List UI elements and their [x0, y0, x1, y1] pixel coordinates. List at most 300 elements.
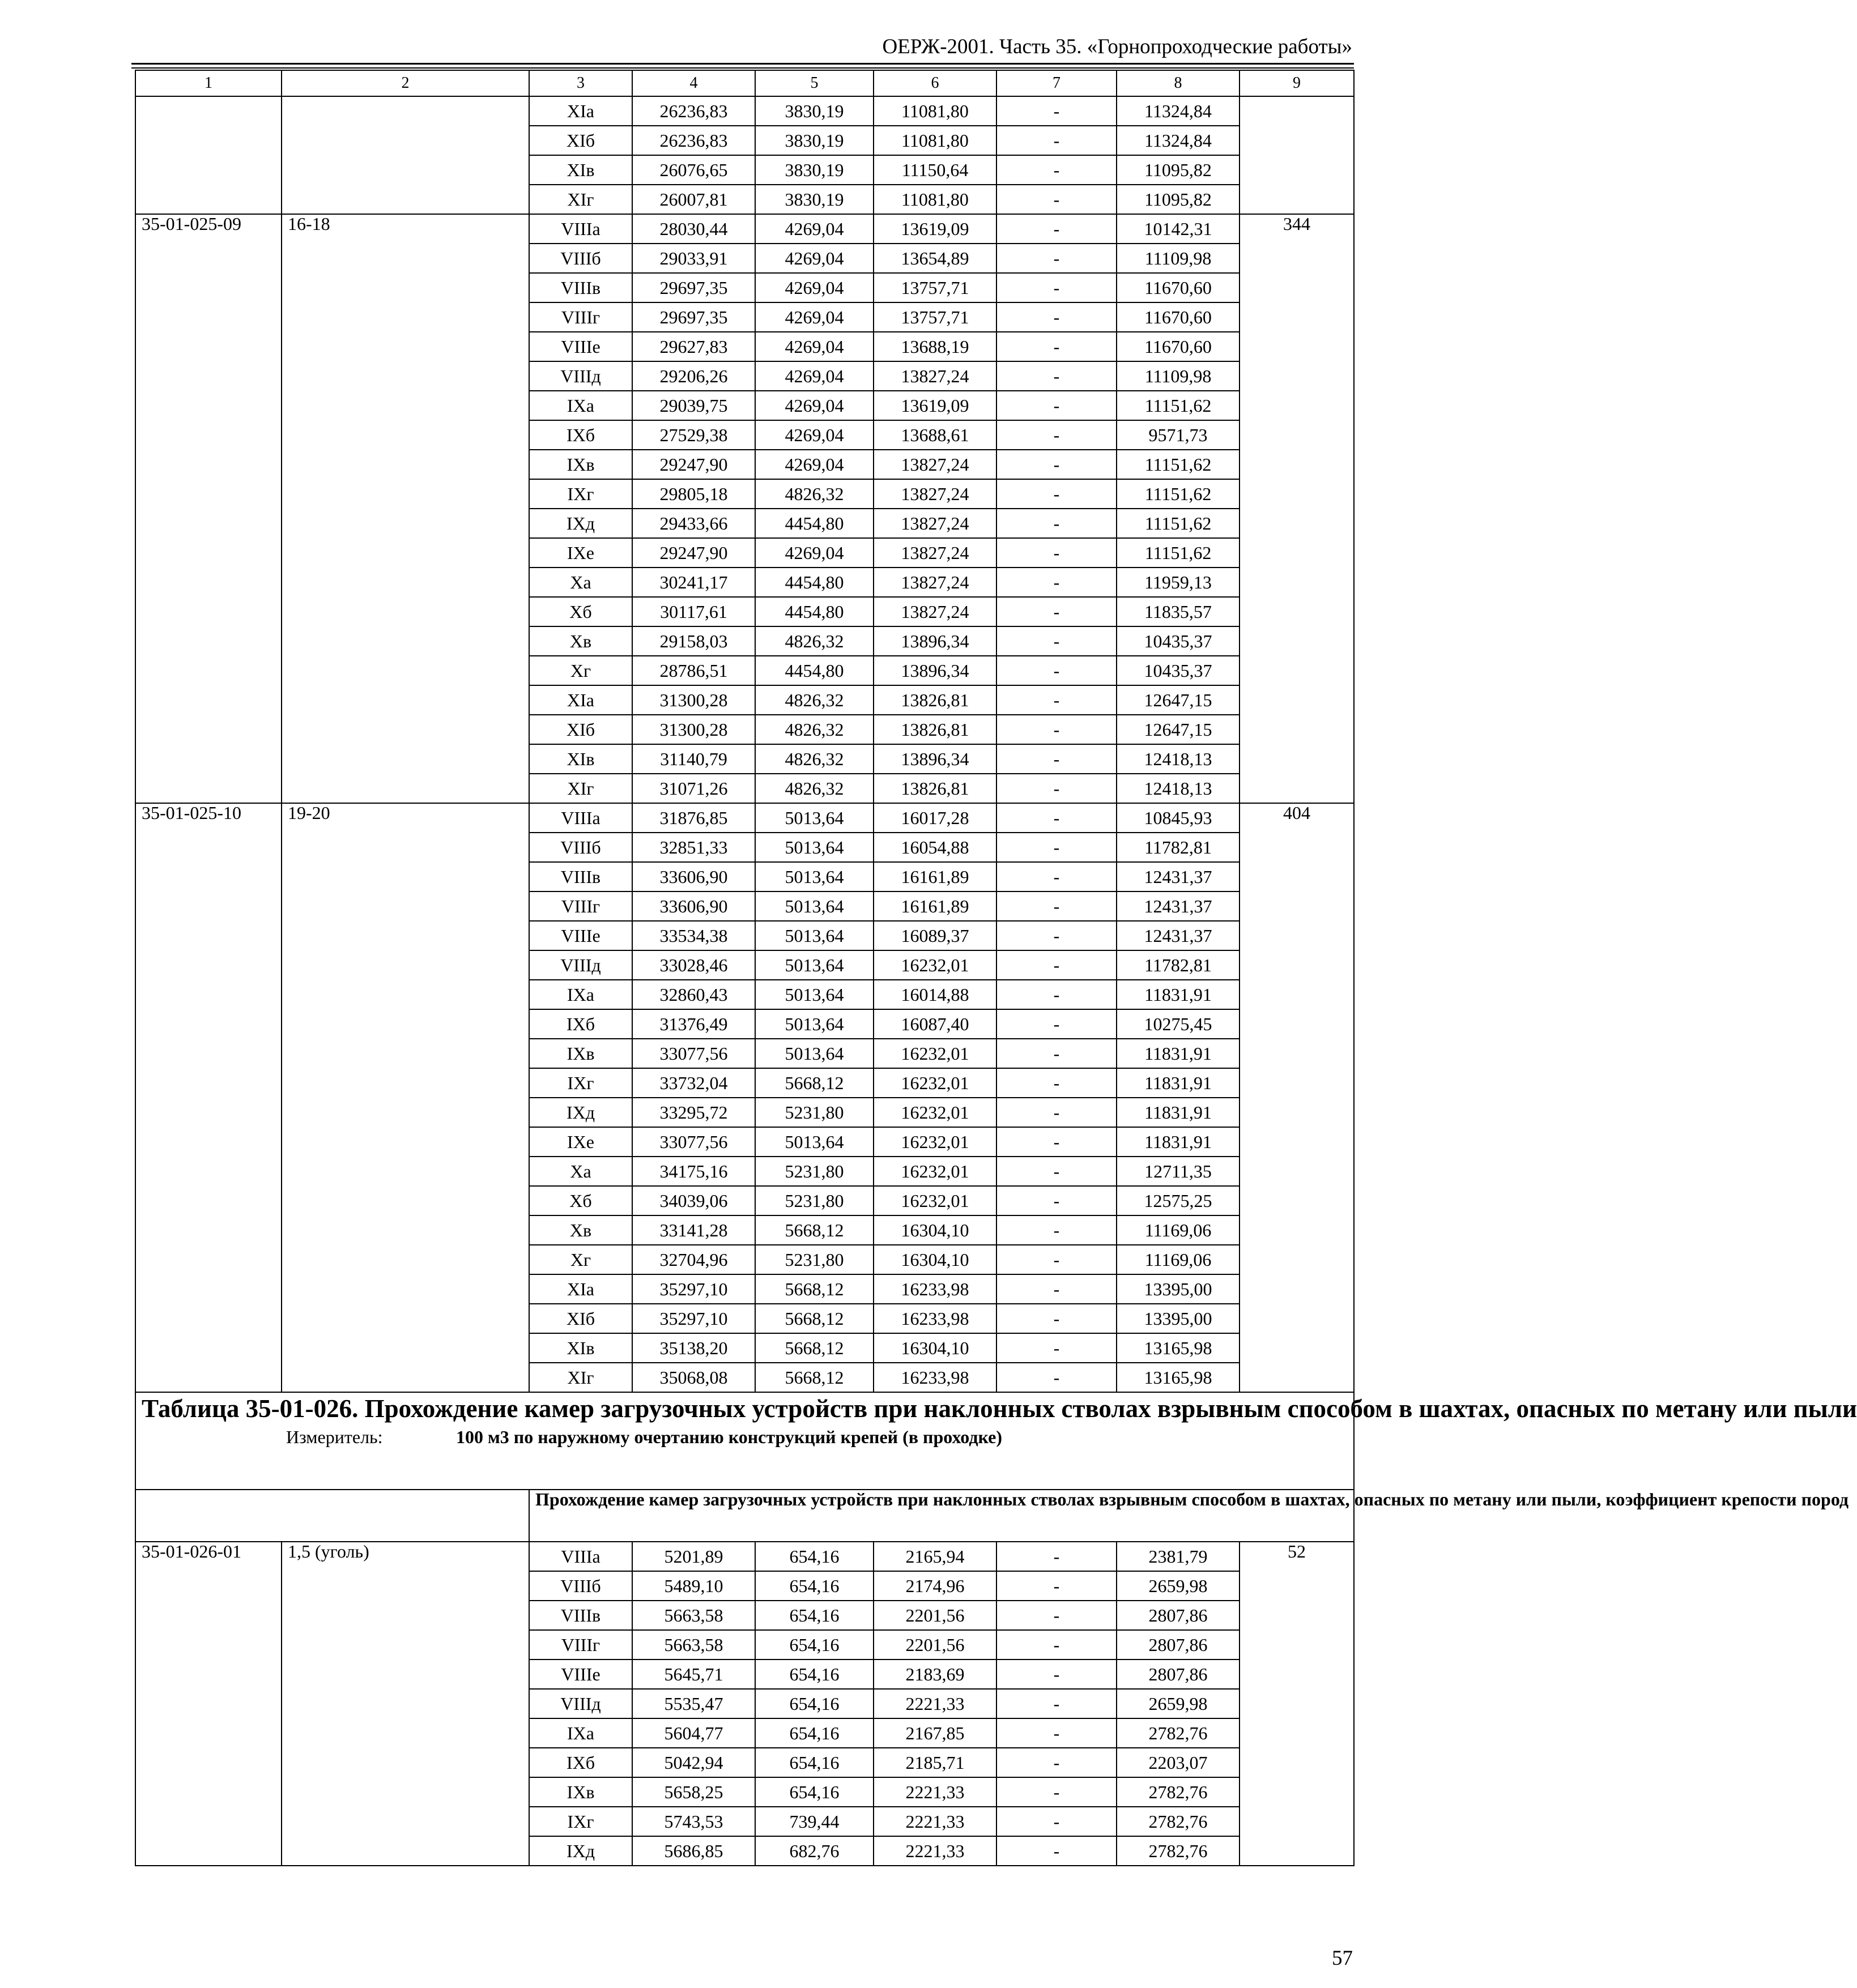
cell-machine-costs: 13896,34 [874, 744, 996, 774]
cell-materials: 10435,37 [1117, 656, 1240, 685]
table-row [135, 1542, 1354, 1571]
cell-wages-machinists: - [996, 479, 1117, 509]
cell-wages-workers: 5013,64 [755, 1127, 874, 1157]
cell-direct-costs: 31300,28 [632, 685, 755, 715]
cell-machine-costs: 16233,98 [874, 1304, 996, 1333]
cell-materials: 13165,98 [1117, 1333, 1240, 1363]
cell-wages-machinists: - [996, 921, 1117, 950]
cell-subtype: VIIIд [529, 361, 632, 391]
cell-wages-machinists: - [996, 1601, 1117, 1630]
cell-direct-costs: 33295,72 [632, 1098, 755, 1127]
cell-machine-costs: 13827,24 [874, 597, 996, 626]
cell-wages-workers: 4826,32 [755, 774, 874, 803]
cell-subtype: XIг [529, 1363, 632, 1392]
cell-wages-workers: 654,16 [755, 1718, 874, 1748]
cell-machine-costs: 13896,34 [874, 656, 996, 685]
cell-machine-costs: 13619,09 [874, 214, 996, 244]
cell-subtype: VIIIб [529, 1571, 632, 1601]
cell-wages-workers: 4269,04 [755, 273, 874, 302]
cell-wages-workers: 4269,04 [755, 244, 874, 273]
cell-direct-costs: 29033,91 [632, 244, 755, 273]
cell-wages-workers: 4454,80 [755, 568, 874, 597]
cell-subtype: IXа [529, 1718, 632, 1748]
cell-wages-machinists: - [996, 597, 1117, 626]
cell-subtype: IXа [529, 980, 632, 1009]
cell-machine-costs: 16087,40 [874, 1009, 996, 1039]
cell-wages-machinists: - [996, 126, 1117, 155]
cell-wages-machinists: - [996, 626, 1117, 656]
cell-wages-workers: 4269,04 [755, 450, 874, 479]
cell-materials: 10845,93 [1117, 803, 1240, 833]
cell-wages-workers: 739,44 [755, 1807, 874, 1836]
cell-direct-costs: 29247,90 [632, 450, 755, 479]
cell-rate-code: 35-01-025-10 [135, 803, 282, 1392]
cell-wages-machinists: - [996, 1807, 1117, 1836]
column-number: 5 [755, 70, 874, 96]
cell-direct-costs: 26236,83 [632, 96, 755, 126]
section-unit [142, 1428, 1348, 1446]
cell-wages-workers: 3830,19 [755, 185, 874, 214]
cell-wages-workers: 5231,80 [755, 1157, 874, 1186]
cell-materials: 11095,82 [1117, 185, 1240, 214]
cell-wages-workers: 5013,64 [755, 862, 874, 891]
cell-machine-costs: 13654,89 [874, 244, 996, 273]
cell-wages-workers: 5231,80 [755, 1098, 874, 1127]
cell-materials: 10275,45 [1117, 1009, 1240, 1039]
cell-wages-machinists: - [996, 1304, 1117, 1333]
table-row [135, 214, 1354, 244]
cell-wages-machinists: - [996, 1689, 1117, 1718]
column-number: 3 [529, 70, 632, 96]
cell-direct-costs: 5645,71 [632, 1659, 755, 1689]
cell-machine-costs: 13757,71 [874, 273, 996, 302]
cell-machine-costs: 11081,80 [874, 126, 996, 155]
cell-wages-machinists: - [996, 774, 1117, 803]
cell-materials: 12711,35 [1117, 1157, 1240, 1186]
cell-subtype: IXв [529, 450, 632, 479]
cell-materials: 12431,37 [1117, 862, 1240, 891]
cell-materials: 11109,98 [1117, 244, 1240, 273]
cell-materials: 11151,62 [1117, 538, 1240, 568]
cell-subtype: VIIIб [529, 833, 632, 862]
cell-direct-costs: 26076,65 [632, 155, 755, 185]
cell-wages-workers: 4269,04 [755, 332, 874, 361]
cell-wages-workers: 682,76 [755, 1836, 874, 1866]
cell-subtype: XIв [529, 744, 632, 774]
cell-materials: 11831,91 [1117, 1098, 1240, 1127]
cell-materials: 11782,81 [1117, 833, 1240, 862]
cell-wages-machinists: - [996, 361, 1117, 391]
cell-subtype: IXе [529, 1127, 632, 1157]
cell-materials: 10142,31 [1117, 214, 1240, 244]
cell-materials: 12418,13 [1117, 774, 1240, 803]
cell-machine-costs: 16233,98 [874, 1363, 996, 1392]
cell-wages-workers: 5668,12 [755, 1304, 874, 1333]
cell-rock-hardness: 1,5 (уголь) [282, 1542, 529, 1866]
cell-wages-machinists: - [996, 1718, 1117, 1748]
cell-direct-costs: 32704,96 [632, 1245, 755, 1274]
cell-machine-costs: 16089,37 [874, 921, 996, 950]
cell-labor-total: 404 [1240, 803, 1354, 1392]
cell-subtype: IXг [529, 1068, 632, 1098]
cell-direct-costs: 35068,08 [632, 1363, 755, 1392]
cell-materials: 2807,86 [1117, 1630, 1240, 1659]
cell-wages-machinists: - [996, 803, 1117, 833]
cell-subtype: IXе [529, 538, 632, 568]
cell-wages-workers: 4826,32 [755, 479, 874, 509]
cell-machine-costs: 16232,01 [874, 1127, 996, 1157]
table-row [135, 803, 1354, 833]
cell-materials: 13395,00 [1117, 1304, 1240, 1333]
cell-subtype: VIIIв [529, 273, 632, 302]
cell-subtype: IXв [529, 1039, 632, 1068]
cell-materials: 11831,91 [1117, 1068, 1240, 1098]
cell-subtype: VIIIб [529, 244, 632, 273]
cell-rate-code: 35-01-025-09 [135, 214, 282, 803]
cell-machine-costs: 2221,33 [874, 1836, 996, 1866]
cell-materials: 11151,62 [1117, 509, 1240, 538]
cell-materials: 11169,06 [1117, 1215, 1240, 1245]
cell-wages-workers: 4826,32 [755, 626, 874, 656]
cell-wages-machinists: - [996, 185, 1117, 214]
cell-direct-costs: 5658,25 [632, 1777, 755, 1807]
cell-machine-costs: 13826,81 [874, 715, 996, 744]
cell-subtype: VIIIв [529, 862, 632, 891]
cell-machine-costs: 11081,80 [874, 185, 996, 214]
cell-wages-workers: 654,16 [755, 1777, 874, 1807]
header-rule-thin [131, 67, 1354, 69]
cell-subtype: VIIIг [529, 302, 632, 332]
cell-subtype: XIа [529, 1274, 632, 1304]
cell-subtype: XIв [529, 155, 632, 185]
cell-machine-costs: 16232,01 [874, 1068, 996, 1098]
cell-direct-costs: 32851,33 [632, 833, 755, 862]
cell-materials: 11670,60 [1117, 332, 1240, 361]
cell-materials: 9571,73 [1117, 420, 1240, 450]
cell-code-empty [135, 96, 282, 214]
cell-subtype: VIIIе [529, 1659, 632, 1689]
cell-materials: 2659,98 [1117, 1689, 1240, 1718]
cell-direct-costs: 35138,20 [632, 1333, 755, 1363]
cell-wages-workers: 3830,19 [755, 96, 874, 126]
cell-direct-costs: 29433,66 [632, 509, 755, 538]
cell-machine-costs: 2201,56 [874, 1630, 996, 1659]
column-number: 8 [1117, 70, 1240, 96]
cell-subtype: Xв [529, 626, 632, 656]
cell-direct-costs: 27529,38 [632, 420, 755, 450]
cell-wages-machinists: - [996, 1542, 1117, 1571]
cell-wages-machinists: - [996, 980, 1117, 1009]
cell-machine-costs: 16161,89 [874, 862, 996, 891]
cell-machine-costs: 2167,85 [874, 1718, 996, 1748]
cell-direct-costs: 26236,83 [632, 126, 755, 155]
cell-wages-machinists: - [996, 1068, 1117, 1098]
cell-direct-costs: 29247,90 [632, 538, 755, 568]
rates-table [135, 70, 1857, 1866]
cell-wages-workers: 4826,32 [755, 715, 874, 744]
cell-wages-workers: 4826,32 [755, 744, 874, 774]
cell-machine-costs: 2185,71 [874, 1748, 996, 1777]
column-number: 7 [996, 70, 1117, 96]
cell-direct-costs: 29039,75 [632, 391, 755, 420]
section-heading-row [135, 1392, 1354, 1490]
cell-materials: 12418,13 [1117, 744, 1240, 774]
cell-labor-total: 52 [1240, 1542, 1354, 1866]
cell-machine-costs: 13896,34 [874, 626, 996, 656]
cell-wages-workers: 5231,80 [755, 1186, 874, 1215]
cell-machine-costs: 16233,98 [874, 1274, 996, 1304]
cell-subtype: IXг [529, 479, 632, 509]
cell-machine-costs: 2221,33 [874, 1807, 996, 1836]
column-number: 4 [632, 70, 755, 96]
cell-subtype: Xг [529, 1245, 632, 1274]
cell-direct-costs: 33077,56 [632, 1039, 755, 1068]
cell-subtype: XIа [529, 685, 632, 715]
cell-wages-machinists: - [996, 1186, 1117, 1215]
cell-subtype: VIIIг [529, 1630, 632, 1659]
cell-materials: 11835,57 [1117, 597, 1240, 626]
cell-materials: 2782,76 [1117, 1836, 1240, 1866]
cell-wages-workers: 5668,12 [755, 1068, 874, 1098]
cell-subtype: Xа [529, 1157, 632, 1186]
cell-wages-machinists: - [996, 744, 1117, 774]
cell-machine-costs: 16054,88 [874, 833, 996, 862]
cell-materials: 11324,84 [1117, 96, 1240, 126]
column-number: 9 [1240, 70, 1354, 96]
cell-wages-machinists: - [996, 1039, 1117, 1068]
cell-wages-workers: 4826,32 [755, 685, 874, 715]
cell-wages-machinists: - [996, 1363, 1117, 1392]
cell-wages-machinists: - [996, 656, 1117, 685]
cell-wages-machinists: - [996, 1157, 1117, 1186]
section-title: Таблица 35-01-026. Прохождение камер загрузочных устройств при наклонных стволах взрывным способом в шахтах, опасных по метану или пыли [142, 1394, 1857, 1423]
cell-direct-costs: 33141,28 [632, 1215, 755, 1245]
cell-direct-costs: 5042,94 [632, 1748, 755, 1777]
cell-wages-workers: 5013,64 [755, 891, 874, 921]
cell-wages-machinists: - [996, 538, 1117, 568]
cell-machine-costs: 16161,89 [874, 891, 996, 921]
cell-direct-costs: 33534,38 [632, 921, 755, 950]
cell-direct-costs: 5604,77 [632, 1718, 755, 1748]
cell-wages-machinists: - [996, 96, 1117, 126]
cell-subtype: VIIIе [529, 332, 632, 361]
cell-wages-workers: 4269,04 [755, 538, 874, 568]
cell-machine-costs: 13827,24 [874, 361, 996, 391]
cell-materials: 11831,91 [1117, 1127, 1240, 1157]
cell-wages-machinists: - [996, 1245, 1117, 1274]
cell-materials: 11151,62 [1117, 479, 1240, 509]
cell-machine-costs: 16304,10 [874, 1333, 996, 1363]
cell-direct-costs: 33028,46 [632, 950, 755, 980]
cell-direct-costs: 29627,83 [632, 332, 755, 361]
cell-machine-costs: 13826,81 [874, 685, 996, 715]
section-subtitle: Прохождение камер загрузочных устройств при наклонных стволах взрывным способом в шахтах, опасных по метану или пыли, коэффициент крепости пород [529, 1490, 1354, 1542]
cell-materials: 2807,86 [1117, 1601, 1240, 1630]
cell-machine-costs: 11081,80 [874, 96, 996, 126]
cell-direct-costs: 28786,51 [632, 656, 755, 685]
header-rule [131, 63, 1354, 65]
cell-direct-costs: 31140,79 [632, 744, 755, 774]
cell-materials: 11324,84 [1117, 126, 1240, 155]
cell-machine-costs: 2221,33 [874, 1777, 996, 1807]
cell-subtype: XIб [529, 126, 632, 155]
cell-direct-costs: 32860,43 [632, 980, 755, 1009]
cell-wages-workers: 5013,64 [755, 1039, 874, 1068]
cell-machine-costs: 16017,28 [874, 803, 996, 833]
cell-subtype: Xг [529, 656, 632, 685]
cell-materials: 11831,91 [1117, 1039, 1240, 1068]
cell-wages-machinists: - [996, 862, 1117, 891]
cell-materials: 2782,76 [1117, 1777, 1240, 1807]
cell-materials: 12575,25 [1117, 1186, 1240, 1215]
cell-materials: 13395,00 [1117, 1274, 1240, 1304]
cell-materials: 11109,98 [1117, 361, 1240, 391]
cell-machine-costs: 16304,10 [874, 1245, 996, 1274]
cell-direct-costs: 26007,81 [632, 185, 755, 214]
cell-subtype: Xв [529, 1215, 632, 1245]
cell-subtype: IXд [529, 1836, 632, 1866]
cell-subtype: IXа [529, 391, 632, 420]
cell-materials: 2807,86 [1117, 1659, 1240, 1689]
cell-machine-costs: 13757,71 [874, 302, 996, 332]
cell-wages-machinists: - [996, 833, 1117, 862]
cell-machine-costs: 13827,24 [874, 568, 996, 597]
cell-wages-machinists: - [996, 568, 1117, 597]
cell-direct-costs: 33077,56 [632, 1127, 755, 1157]
cell-wages-machinists: - [996, 302, 1117, 332]
cell-materials: 12647,15 [1117, 685, 1240, 715]
cell-wages-machinists: - [996, 332, 1117, 361]
cell-direct-costs: 33606,90 [632, 891, 755, 921]
cell-machine-costs: 13688,61 [874, 420, 996, 450]
cell-materials: 10435,37 [1117, 626, 1240, 656]
cell-subtype: Xб [529, 597, 632, 626]
cell-wages-machinists: - [996, 1836, 1117, 1866]
cell-rock-hardness: 19-20 [282, 803, 529, 1392]
cell-wages-workers: 654,16 [755, 1542, 874, 1571]
cell-direct-costs: 29206,26 [632, 361, 755, 391]
page-number: 57 [1332, 1947, 1353, 1970]
cell-wages-workers: 3830,19 [755, 126, 874, 155]
cell-subtype: VIIIд [529, 950, 632, 980]
cell-subtype: XIг [529, 774, 632, 803]
cell-labor-total: 344 [1240, 214, 1354, 803]
cell-total-empty [1240, 96, 1354, 214]
cell-wages-workers: 654,16 [755, 1689, 874, 1718]
cell-wages-machinists: - [996, 1215, 1117, 1245]
cell-materials: 2659,98 [1117, 1571, 1240, 1601]
column-numbers-row [135, 70, 1354, 96]
cell-subtype: IXб [529, 1009, 632, 1039]
cell-subtype: Xб [529, 1186, 632, 1215]
cell-materials: 11831,91 [1117, 980, 1240, 1009]
cell-direct-costs: 29697,35 [632, 302, 755, 332]
cell-subtype: Xа [529, 568, 632, 597]
cell-direct-costs: 31071,26 [632, 774, 755, 803]
cell-subtype: VIIIа [529, 214, 632, 244]
cell-subtype: IXд [529, 509, 632, 538]
cell-materials: 12647,15 [1117, 715, 1240, 744]
cell-subtype: IXв [529, 1777, 632, 1807]
page-header: ОЕРЖ-2001. Часть 35. «Горнопроходческие работы» [882, 35, 1352, 58]
section-subtitle-row [135, 1490, 1354, 1542]
cell-wages-workers: 4269,04 [755, 391, 874, 420]
cell-machine-costs: 16232,01 [874, 950, 996, 980]
cell-wages-machinists: - [996, 420, 1117, 450]
cell-wages-machinists: - [996, 391, 1117, 420]
cell-materials: 11095,82 [1117, 155, 1240, 185]
cell-wages-workers: 654,16 [755, 1630, 874, 1659]
cell-subtype: XIб [529, 1304, 632, 1333]
unit-value: 100 м3 по наружному очертанию конструкций крепей (в проходке) [456, 1427, 1003, 1447]
cell-machine-costs: 16304,10 [874, 1215, 996, 1245]
cell-wages-machinists: - [996, 1748, 1117, 1777]
cell-wages-workers: 5013,64 [755, 833, 874, 862]
cell-subtype: IXб [529, 420, 632, 450]
cell-wages-workers: 4269,04 [755, 302, 874, 332]
cell-machine-costs: 13827,24 [874, 509, 996, 538]
cell-direct-costs: 5663,58 [632, 1630, 755, 1659]
cell-subtype: XIа [529, 96, 632, 126]
cell-wages-machinists: - [996, 450, 1117, 479]
cell-wages-workers: 5231,80 [755, 1245, 874, 1274]
cell-direct-costs: 5663,58 [632, 1601, 755, 1630]
cell-direct-costs: 31376,49 [632, 1009, 755, 1039]
cell-subtype: VIIIв [529, 1601, 632, 1630]
cell-subtype: VIIIа [529, 1542, 632, 1571]
cell-wages-machinists: - [996, 155, 1117, 185]
cell-subtype: XIб [529, 715, 632, 744]
cell-machine-costs: 13827,24 [874, 479, 996, 509]
cell-machine-costs: 2165,94 [874, 1542, 996, 1571]
cell-wages-workers: 654,16 [755, 1571, 874, 1601]
cell-subtype: VIIIе [529, 921, 632, 950]
cell-machine-costs: 11150,64 [874, 155, 996, 185]
cell-materials: 11670,60 [1117, 302, 1240, 332]
cell-machine-costs: 13827,24 [874, 538, 996, 568]
cell-direct-costs: 5535,47 [632, 1689, 755, 1718]
rates-table-body [135, 70, 1857, 1866]
cell-machine-costs: 16232,01 [874, 1186, 996, 1215]
cell-wages-workers: 654,16 [755, 1601, 874, 1630]
cell-direct-costs: 35297,10 [632, 1304, 755, 1333]
cell-wages-workers: 5668,12 [755, 1274, 874, 1304]
cell-direct-costs: 29805,18 [632, 479, 755, 509]
cell-materials: 11151,62 [1117, 391, 1240, 420]
cell-direct-costs: 5743,53 [632, 1807, 755, 1836]
cell-rock-hardness: 16-18 [282, 214, 529, 803]
cell-materials: 12431,37 [1117, 891, 1240, 921]
cell-materials: 11959,13 [1117, 568, 1240, 597]
cell-wages-machinists: - [996, 273, 1117, 302]
cell-direct-costs: 31300,28 [632, 715, 755, 744]
cell-wages-workers: 5013,64 [755, 803, 874, 833]
cell-wages-machinists: - [996, 214, 1117, 244]
cell-wages-workers: 4454,80 [755, 597, 874, 626]
cell-wages-machinists: - [996, 891, 1117, 921]
table-row [135, 96, 1354, 126]
cell-materials: 2381,79 [1117, 1542, 1240, 1571]
cell-wages-machinists: - [996, 244, 1117, 273]
cell-direct-costs: 30117,61 [632, 597, 755, 626]
cell-machine-costs: 16232,01 [874, 1039, 996, 1068]
cell-materials: 12431,37 [1117, 921, 1240, 950]
cell-machine-costs: 13619,09 [874, 391, 996, 420]
cell-wages-workers: 5668,12 [755, 1333, 874, 1363]
cell-wages-machinists: - [996, 1630, 1117, 1659]
cell-direct-costs: 28030,44 [632, 214, 755, 244]
cell-materials: 11670,60 [1117, 273, 1240, 302]
